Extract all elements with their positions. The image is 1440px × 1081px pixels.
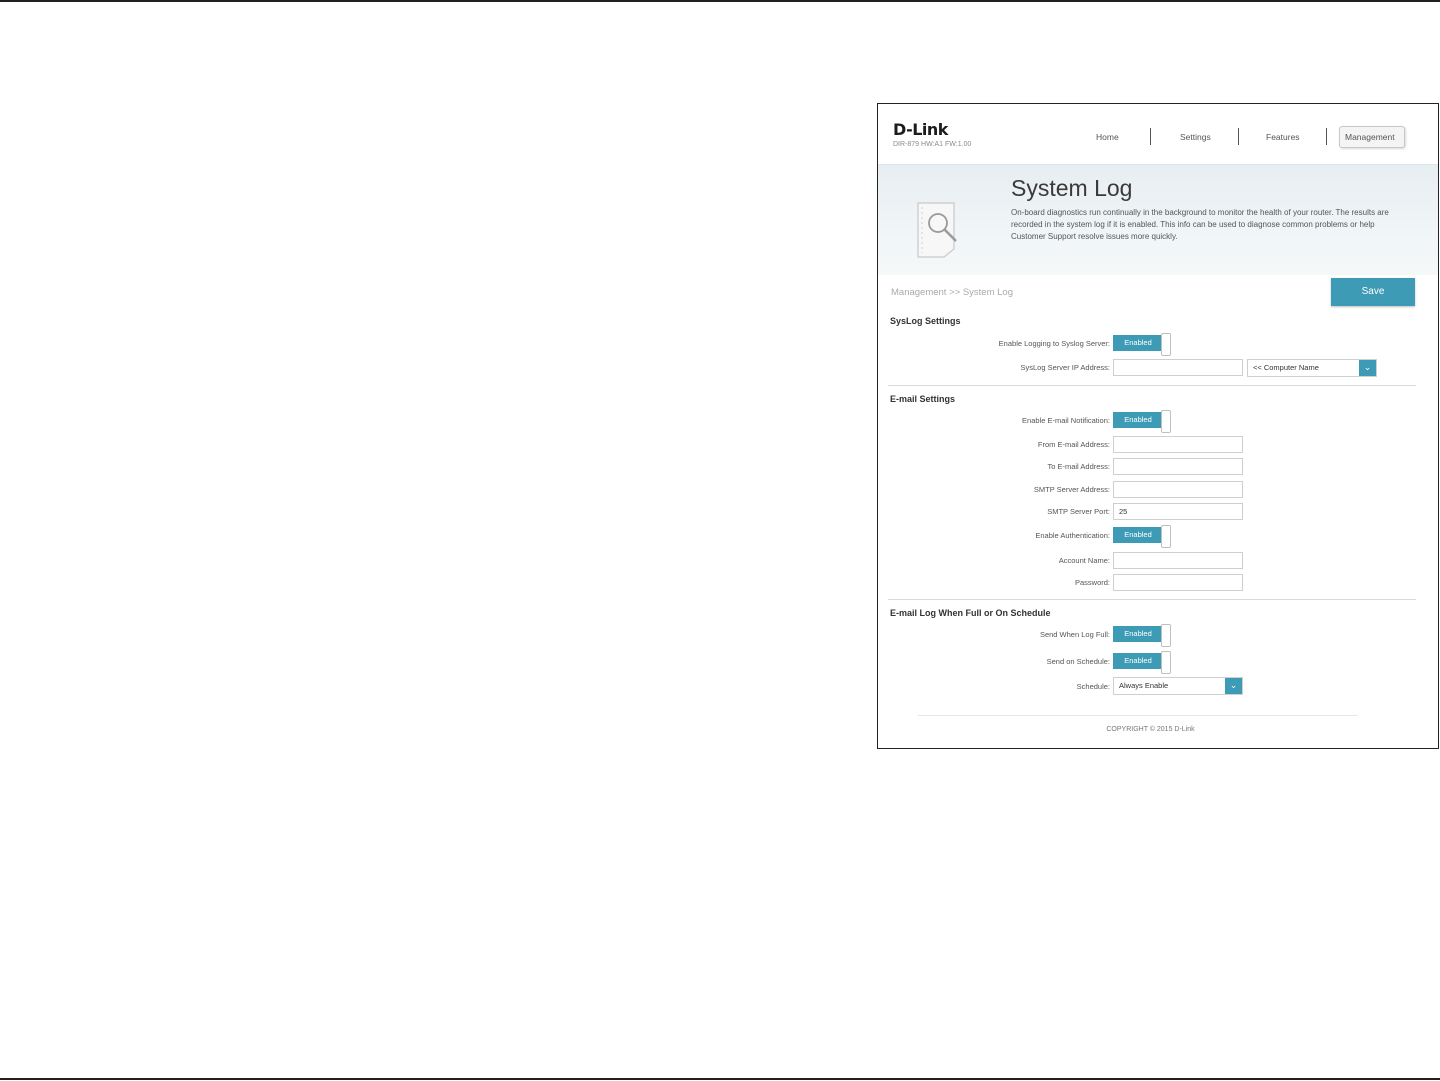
chevron-down-icon: ⌄ [1225,678,1242,694]
computer-name-select-value: << Computer Name [1253,363,1319,372]
toggle-state: Enabled [1113,335,1163,351]
email-section-title: E-mail Settings [890,394,956,404]
schedule-label: Schedule: [1076,682,1110,691]
computer-name-select[interactable] [1247,359,1377,377]
toggle-knob [1161,410,1171,433]
header [878,104,1438,164]
toggle-state: Enabled [1113,626,1163,642]
send-on-schedule-toggle[interactable] [1113,652,1169,672]
syslog-enable-toggle[interactable] [1113,334,1169,354]
toggle-state: Enabled [1113,653,1163,669]
to-email-label: To E-mail Address: [1047,462,1110,471]
system-log-icon [916,199,968,261]
toggle-state: Enabled [1113,412,1163,428]
copyright: COPYRIGHT © 2015 D-Link [1106,726,1195,733]
schedule-section-title: E-mail Log When Full or On Schedule [890,608,1051,618]
to-email-input[interactable] [1113,458,1243,475]
password-input[interactable] [1113,574,1243,591]
save-button[interactable]: Save [1331,278,1415,306]
smtp-address-input[interactable] [1113,481,1243,498]
send-when-full-toggle[interactable] [1113,625,1169,645]
nav-settings[interactable]: Settings [1180,132,1211,142]
divider [888,599,1416,600]
auth-toggle[interactable] [1113,526,1169,546]
send-when-full-label: Send When Log Full: [1039,630,1110,639]
schedule-select-value: Always Enable [1119,681,1169,690]
page-bottom-rule [0,1078,1440,1080]
page-top-rule [0,0,1440,2]
syslog-enable-label: Enable Logging to Syslog Server: [998,339,1110,348]
footer-divider [918,715,1358,716]
from-email-label: From E-mail Address: [1037,440,1110,449]
from-email-input[interactable] [1113,436,1243,453]
smtp-address-label: SMTP Server Address: [1033,485,1110,494]
page-title: System Log [1011,175,1133,201]
toggle-state: Enabled [1113,527,1163,543]
breadcrumb: Management >> System Log [891,287,1013,298]
nav-features[interactable]: Features [1266,132,1300,142]
page-banner [878,164,1438,275]
smtp-port-label: SMTP Server Port: [1047,507,1110,516]
account-name-label: Account Name: [1058,556,1110,565]
syslog-ip-label: SysLog Server IP Address: [1020,363,1110,372]
send-on-schedule-label: Send on Schedule: [1046,657,1110,666]
router-ui-screenshot [877,103,1439,749]
nav-management[interactable]: Management [1345,132,1395,142]
chevron-down-icon: ⌄ [1359,360,1376,376]
syslog-section-title: SysLog Settings [890,316,961,326]
email-enable-label: Enable E-mail Notification: [1022,416,1110,425]
nav-separator [1150,128,1151,145]
password-label: Password: [1074,578,1110,587]
smtp-port-input[interactable]: 25 [1113,503,1243,520]
email-enable-toggle[interactable] [1113,411,1169,431]
toggle-knob [1161,651,1171,674]
toggle-knob [1161,525,1171,548]
syslog-ip-input[interactable] [1113,359,1243,376]
page-description: On-board diagnostics run continually in the background to monitor the health of your router. The results are recorded in the system log if it is enabled. This info can be used to diagnose common problems or help Customer Support resolve issues more quickly. [1011,208,1389,241]
dlink-logo: D-Link [893,120,948,139]
toggle-knob [1161,624,1171,647]
model-info: DIR-879 HW:A1 FW:1.00 [893,141,972,148]
account-name-input[interactable] [1113,552,1243,569]
nav-home[interactable]: Home [1096,132,1119,142]
divider [888,385,1416,386]
nav-separator [1326,128,1327,145]
toggle-knob [1161,333,1171,356]
auth-label: Enable Authentication: [1035,531,1110,540]
nav-separator [1238,128,1239,145]
schedule-select[interactable] [1113,677,1243,695]
